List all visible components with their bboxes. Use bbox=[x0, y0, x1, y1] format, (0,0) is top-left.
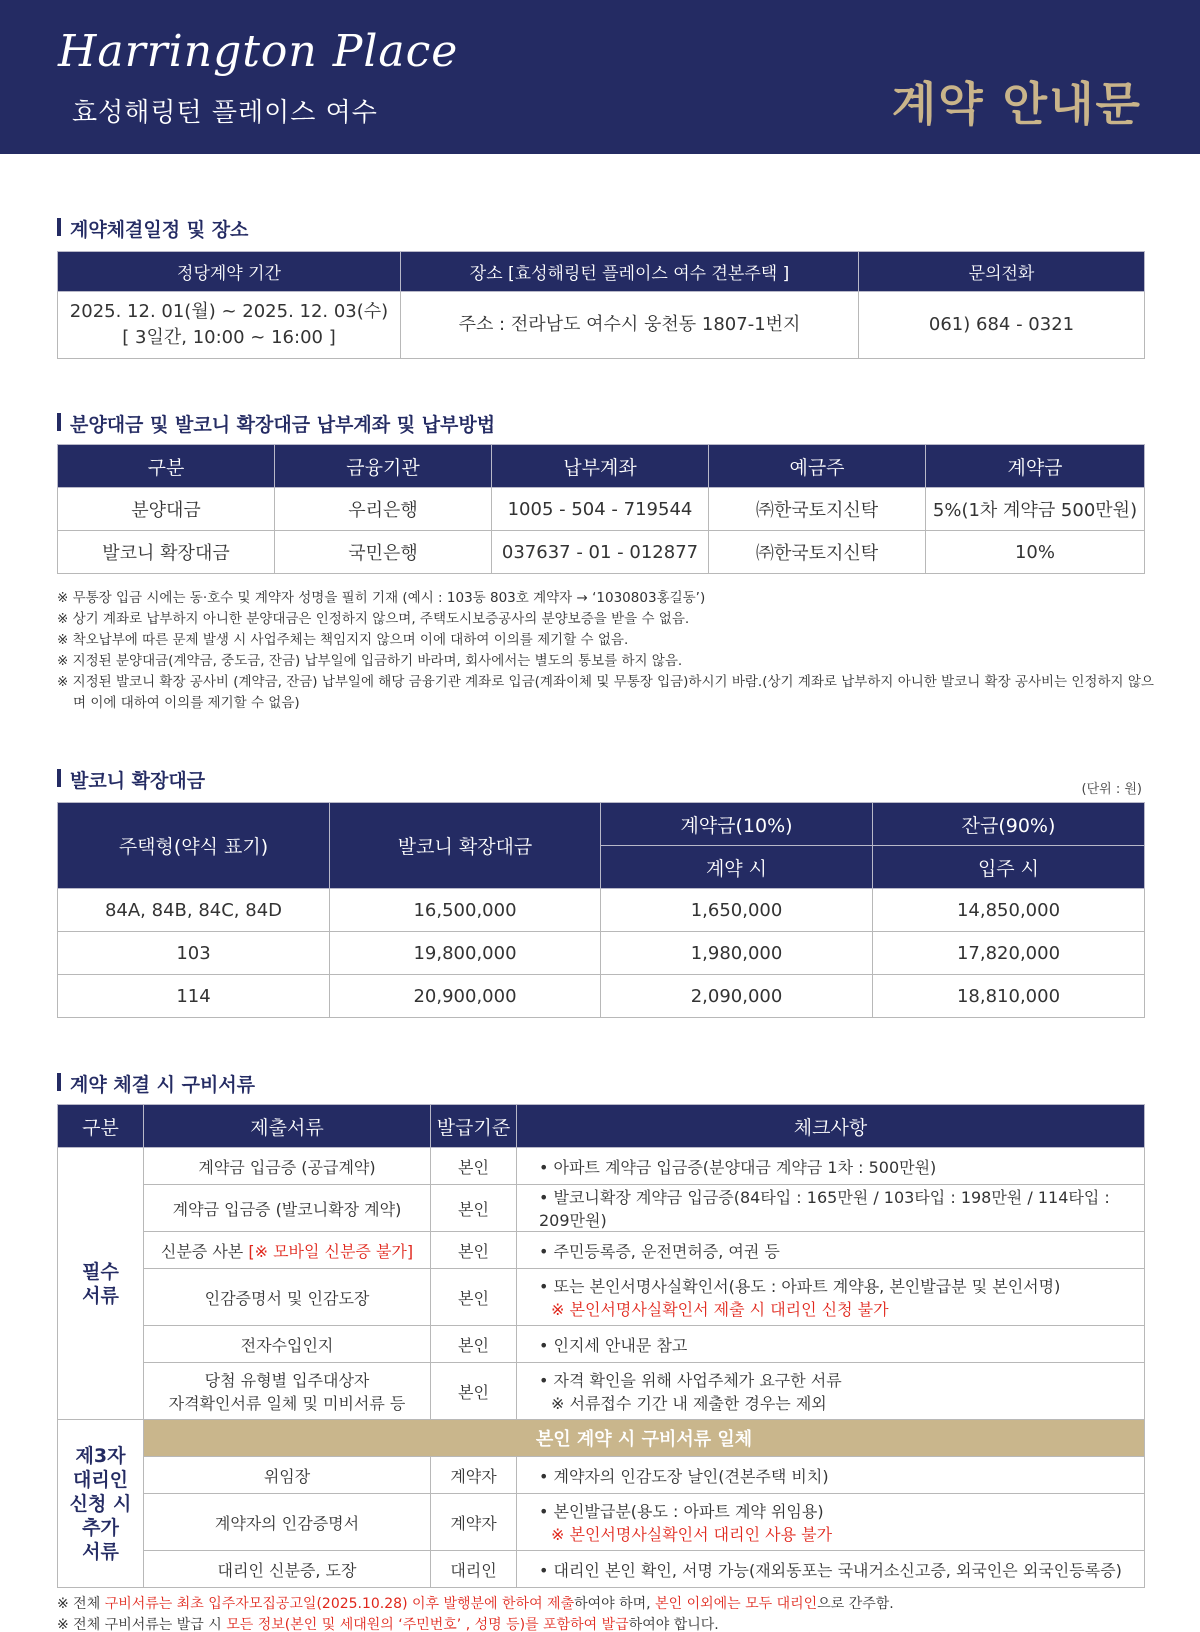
table-row bbox=[58, 932, 1145, 975]
cell-holder: ㈜한국토지신탁 bbox=[709, 531, 926, 574]
cell-document: 계약금 입금증 (발코니확장 계약) bbox=[144, 1185, 431, 1232]
note-item: ※ 상기 계좌로 납부하지 아니한 분양대금은 인정하지 않으며, 주택도시보증공사의 분양보증을 받을 수 없음. bbox=[57, 611, 690, 627]
contract-period bbox=[58, 292, 401, 359]
cell-holder: ㈜한국토지신탁 bbox=[709, 488, 926, 531]
header-document: 제출서류 bbox=[144, 1105, 431, 1148]
payment-account-table bbox=[57, 444, 1145, 574]
cell-deposit: 10% bbox=[926, 531, 1145, 574]
cell-check: • 주민등록증, 운전면허증, 여권 등 bbox=[517, 1232, 1145, 1269]
doc-line: 당첨 유형별 입주대상자 bbox=[204, 1371, 370, 1390]
table-row bbox=[58, 1232, 1145, 1269]
cell-balance: 17,820,000 bbox=[873, 932, 1145, 975]
cell-unit-type: 114 bbox=[58, 975, 330, 1018]
table-row bbox=[58, 1363, 1145, 1420]
table-row bbox=[58, 531, 1145, 574]
doc-line: 자격확인서류 일체 및 미비서류 등 bbox=[168, 1394, 406, 1413]
check-warning: ※ 본인서명사실확인서 대리인 사용 불가 bbox=[551, 1525, 833, 1544]
table-row bbox=[58, 488, 1145, 531]
cell-check: • 발코니확장 계약금 입금증(84타입 : 165만원 / 103타입 : 198만원 / 114타입 : 209만원) bbox=[517, 1185, 1145, 1232]
cell-issuer: 본인 bbox=[431, 1232, 517, 1269]
header-period: 정당계약 기간 bbox=[58, 252, 401, 292]
table-row bbox=[58, 1326, 1145, 1363]
note-text: 하여야 합니다. bbox=[628, 1617, 719, 1632]
cell-document: 인감증명서 및 인감도장 bbox=[144, 1269, 431, 1326]
payment-notes bbox=[57, 588, 1157, 714]
cell-issuer: 본인 bbox=[431, 1148, 517, 1185]
check-text: • 또는 본인서명사실확인서(용도 : 아파트 계약용, 본인발급분 및 본인서명) bbox=[539, 1277, 1061, 1296]
footer-note-2 bbox=[57, 1615, 1157, 1632]
cell-document: 대리인 신분증, 도장 bbox=[144, 1551, 431, 1588]
note-highlight: 모든 정보(본인 및 세대원의 ‘주민번호’ , 성명 등)를 포함하여 발급 bbox=[226, 1617, 629, 1632]
cell-check: • 아파트 계약금 입금증(분양대금 계약금 1차 : 500만원) bbox=[517, 1148, 1145, 1185]
brand-logo-subtitle: 효성해링턴 플레이스 여수 bbox=[72, 98, 378, 128]
cell-deposit: 2,090,000 bbox=[601, 975, 873, 1018]
cell-account: 1005 - 504 - 719544 bbox=[492, 488, 709, 531]
required-documents-table bbox=[57, 1104, 1145, 1588]
cell-category: 발코니 확장대금 bbox=[58, 531, 275, 574]
check-note: ※ 서류접수 기간 내 제출한 경우는 제외 bbox=[551, 1394, 827, 1413]
note-text: 하여야 하며, bbox=[574, 1596, 656, 1612]
header-bank: 금융기관 bbox=[275, 445, 492, 488]
period-dates: 2025. 12. 01(월) ~ 2025. 12. 03(수) bbox=[69, 301, 389, 322]
header-issuer: 발급기준 bbox=[431, 1105, 517, 1148]
cell-account: 037637 - 01 - 012877 bbox=[492, 531, 709, 574]
cell-balance: 18,810,000 bbox=[873, 975, 1145, 1018]
cell-issuer: 본인 bbox=[431, 1269, 517, 1326]
page-title: 계약 안내문 bbox=[891, 77, 1142, 131]
cell-bank: 우리은행 bbox=[275, 488, 492, 531]
cell-deposit: 1,980,000 bbox=[601, 932, 873, 975]
contract-address: 주소 : 전라남도 여수시 웅천동 1807-1번지 bbox=[401, 292, 859, 359]
check-text: • 본인발급분(용도 : 아파트 계약 위임용) bbox=[539, 1502, 824, 1521]
note-text: ※ 전체 구비서류는 발급 시 bbox=[57, 1617, 227, 1632]
section-title-documents: 계약 체결 시 구비서류 bbox=[57, 1070, 255, 1097]
doc-label: 신분증 사본 bbox=[160, 1241, 249, 1261]
header-category: 구분 bbox=[58, 445, 275, 488]
header-unit-type: 주택형(약식 표기) bbox=[58, 803, 330, 889]
cell-category: 분양대금 bbox=[58, 488, 275, 531]
cell-document: 계약금 입금증 (공급계약) bbox=[144, 1148, 431, 1185]
cell-check bbox=[517, 1494, 1145, 1551]
header-balance: 잔금(90%) bbox=[873, 803, 1145, 846]
table-row bbox=[58, 975, 1145, 1018]
footer-note-1 bbox=[57, 1594, 1157, 1615]
cell-check bbox=[517, 1363, 1145, 1420]
table-row bbox=[58, 1494, 1145, 1551]
table-row bbox=[58, 1269, 1145, 1326]
note-highlight: 구비서류는 최초 입주자모집공고일(2025.10.28) 이후 발행분에 한하여 제출 bbox=[104, 1596, 575, 1612]
doc-warning: [※ 모바일 신분증 불가] bbox=[248, 1241, 414, 1261]
proxy-banner: 본인 계약 시 구비서류 일체 bbox=[144, 1420, 1145, 1457]
cell-bank: 국민은행 bbox=[275, 531, 492, 574]
header-check: 체크사항 bbox=[517, 1105, 1145, 1148]
header-holder: 예금주 bbox=[709, 445, 926, 488]
check-text: • 자격 확인을 위해 사업주체가 요구한 서류 bbox=[539, 1371, 842, 1390]
note-highlight: 본인 이외에는 모두 대리인 bbox=[655, 1596, 818, 1612]
header-deposit: 계약금(10%) bbox=[601, 803, 873, 846]
cell-document: 위임장 bbox=[144, 1457, 431, 1494]
cell-check: • 대리인 본인 확인, 서명 가능(재외동포는 국내거소신고증, 외국인은 외국인등록증) bbox=[517, 1551, 1145, 1588]
cell-issuer: 본인 bbox=[431, 1185, 517, 1232]
footer-notes bbox=[57, 1594, 1157, 1632]
cell-unit-type: 103 bbox=[58, 932, 330, 975]
table-row bbox=[58, 889, 1145, 932]
cell-issuer: 본인 bbox=[431, 1363, 517, 1420]
table-row bbox=[58, 1148, 1145, 1185]
cell-issuer: 본인 bbox=[431, 1326, 517, 1363]
note-item: ※ 지정된 분양대금(계약금, 중도금, 잔금) 납부일에 입금하기 바라며, 회사에서는 별도의 통보를 하지 않음. bbox=[57, 653, 683, 669]
brand-logo-script: Harrington Place bbox=[58, 26, 459, 77]
cell-issuer: 계약자 bbox=[431, 1457, 517, 1494]
table-row bbox=[58, 1457, 1145, 1494]
cell-balcony-amount: 16,500,000 bbox=[330, 889, 601, 932]
cell-deposit: 5%(1차 계약금 500만원) bbox=[926, 488, 1145, 531]
note-text: 으로 간주함. bbox=[817, 1596, 894, 1612]
cell-balance: 14,850,000 bbox=[873, 889, 1145, 932]
header-group: 구분 bbox=[58, 1105, 144, 1148]
cell-issuer: 계약자 bbox=[431, 1494, 517, 1551]
cell-balcony-amount: 19,800,000 bbox=[330, 932, 601, 975]
note-item: ※ 지정된 발코니 확장 공사비 (계약금, 잔금) 납부일에 해당 금융기관 계좌로 입금(계좌이체 및 무통장 입금)하시기 바람.(상기 계좌로 납부하지 아니한 발코니 확장 공사비는 인정하지 않으며 이에 대하여 이의를 제기할 수 없음) bbox=[57, 674, 1154, 711]
note-item: ※ 착오납부에 따른 문제 발생 시 사업주체는 책임지지 않으며 이에 대하여 이의를 제기할 수 없음. bbox=[57, 632, 629, 648]
header-balance-when: 입주 시 bbox=[873, 846, 1145, 889]
note-item: ※ 무통장 입금 시에는 동·호수 및 계약자 성명을 필히 기재 (예시 : 103동 803호 계약자 → ‘1030803홍길동’) bbox=[57, 590, 706, 606]
cell-unit-type: 84A, 84B, 84C, 84D bbox=[58, 889, 330, 932]
check-warning: ※ 본인서명사실확인서 제출 시 대리인 신청 불가 bbox=[551, 1300, 889, 1319]
header-banner bbox=[0, 0, 1200, 154]
note-text: ※ 전체 bbox=[57, 1596, 105, 1612]
balcony-fee-table bbox=[57, 802, 1145, 1018]
cell-document bbox=[144, 1232, 431, 1269]
group-proxy: 제3자 대리인 신청 시 추가 서류 bbox=[58, 1420, 144, 1588]
group-required: 필수 서류 bbox=[58, 1148, 144, 1420]
contact-phone: 061) 684 - 0321 bbox=[859, 292, 1145, 359]
header-account: 납부계좌 bbox=[492, 445, 709, 488]
schedule-table bbox=[57, 251, 1145, 359]
header-place: 장소 [효성해링턴 플레이스 여수 견본주택 ] bbox=[401, 252, 859, 292]
cell-check: • 인지세 안내문 참고 bbox=[517, 1326, 1145, 1363]
header-deposit: 계약금 bbox=[926, 445, 1145, 488]
unit-label: (단위 : 원) bbox=[1081, 782, 1142, 797]
table-row bbox=[58, 1185, 1145, 1232]
section-title-payment: 분양대금 및 발코니 확장대금 납부계좌 및 납부방법 bbox=[57, 410, 495, 437]
header-deposit-when: 계약 시 bbox=[601, 846, 873, 889]
cell-document: 계약자의 인감증명서 bbox=[144, 1494, 431, 1551]
cell-issuer: 대리인 bbox=[431, 1551, 517, 1588]
cell-document bbox=[144, 1363, 431, 1420]
cell-check bbox=[517, 1269, 1145, 1326]
period-hours: [ 3일간, 10:00 ~ 16:00 ] bbox=[122, 327, 336, 348]
cell-check: • 계약자의 인감도장 날인(견본주택 비치) bbox=[517, 1457, 1145, 1494]
table-row bbox=[58, 1551, 1145, 1588]
table-row bbox=[58, 1420, 1145, 1457]
header-phone: 문의전화 bbox=[859, 252, 1145, 292]
cell-balcony-amount: 20,900,000 bbox=[330, 975, 601, 1018]
cell-document: 전자수입인지 bbox=[144, 1326, 431, 1363]
cell-deposit: 1,650,000 bbox=[601, 889, 873, 932]
header-balcony-amount: 발코니 확장대금 bbox=[330, 803, 601, 889]
section-title-balcony: 발코니 확장대금 bbox=[57, 766, 205, 793]
section-title-schedule: 계약체결일정 및 장소 bbox=[57, 215, 248, 242]
